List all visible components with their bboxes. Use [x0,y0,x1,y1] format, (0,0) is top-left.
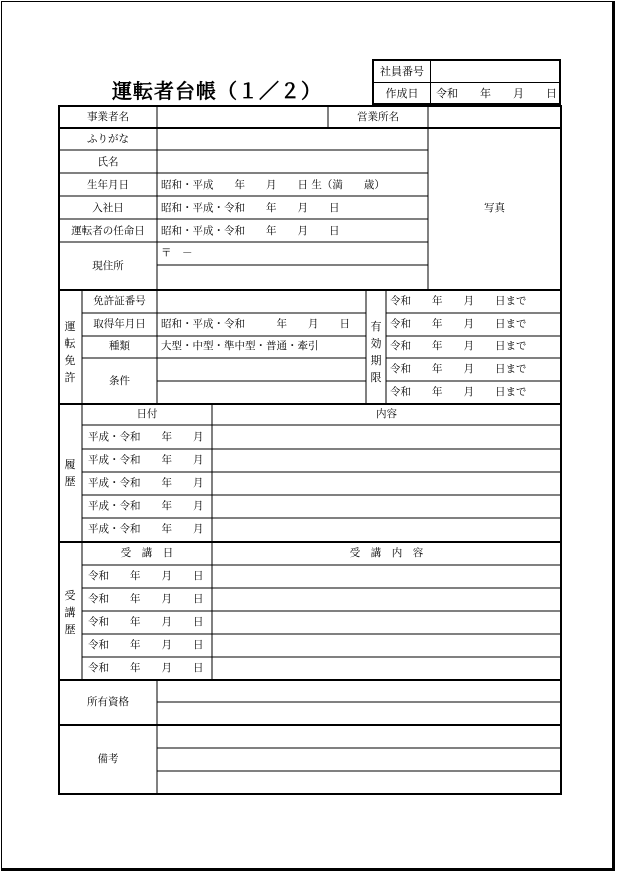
license-condition-label: 条件 [109,375,130,387]
postal-code-field[interactable]: 〒 － [161,247,193,259]
hire-date-label: 入社日 [92,202,124,214]
company-name-label: 事業者名 [87,111,129,123]
training-date-header: 受 講 日 [120,547,174,559]
employee-no-label: 社員番号 [374,61,431,82]
created-date-label: 作成日 [374,83,431,104]
furigana-label: ふりがな [87,133,129,145]
license-number-label: 免許証番号 [93,295,146,307]
qualifications-field-1[interactable] [160,682,559,700]
address-label: 現住所 [92,260,124,272]
remarks-field-1[interactable] [160,727,559,746]
license-condition-field-1[interactable] [160,360,364,379]
training-date-cell[interactable]: 令和 年 月 日 [88,639,204,651]
created-date-field[interactable]: 令和 年 月 日 [436,87,557,100]
remarks-label: 備考 [97,753,119,765]
history-date-cell[interactable]: 平成・令和 年 月 [88,431,204,443]
history-date-cell[interactable]: 平成・令和 年 月 [88,500,204,512]
validity-row[interactable]: 令和 年 月 日まで [390,386,527,398]
address-field[interactable] [160,267,426,287]
remarks-field-3[interactable] [160,773,559,792]
history-content-header: 内容 [376,408,397,420]
page-title: 運転者台帳（１／２） [112,79,322,103]
validity-row[interactable]: 令和 年 月 日まで [390,318,527,330]
validity-row[interactable]: 令和 年 月 日まで [390,340,527,352]
company-name-field[interactable] [160,108,326,126]
history-date-cell[interactable]: 平成・令和 年 月 [88,454,204,466]
office-name-field[interactable] [431,108,559,126]
name-field[interactable] [160,153,426,171]
training-date-cell[interactable]: 令和 年 月 日 [88,662,204,674]
license-section-label: 運 転 免 許 [64,320,76,384]
birth-date-field[interactable]: 昭和・平成 年 月 日 生（満 歳） [161,179,385,191]
office-name-label: 営業所名 [357,111,399,123]
furigana-field[interactable] [160,130,426,148]
license-acquired-field[interactable]: 昭和・平成・令和 年 月 日 [161,318,350,330]
license-condition-field-2[interactable] [160,383,364,402]
birth-date-label: 生年月日 [87,179,129,191]
qualifications-field-2[interactable] [160,704,559,723]
appointment-date-field[interactable]: 昭和・平成・令和 年 月 日 [161,225,340,237]
name-label: 氏名 [97,156,119,168]
history-date-cell[interactable]: 平成・令和 年 月 [88,523,204,535]
license-number-field[interactable] [160,292,364,310]
qualifications-label: 所有資格 [87,696,129,708]
hire-date-field[interactable]: 昭和・平成・令和 年 月 日 [161,202,340,214]
photo-label: 写真 [484,202,505,214]
training-date-cell[interactable]: 令和 年 月 日 [88,616,204,628]
license-type-field[interactable]: 大型・中型・準中型・普通・牽引 [161,340,319,352]
history-date-cell[interactable]: 平成・令和 年 月 [88,477,204,489]
validity-row[interactable]: 令和 年 月 日まで [390,363,527,375]
training-date-cell[interactable]: 令和 年 月 日 [88,570,204,582]
appointment-date-label: 運転者の任命日 [71,225,145,237]
license-acquired-label: 取得年月日 [93,318,146,330]
remarks-field-2[interactable] [160,750,559,769]
training-content-header: 受 講 内 容 [349,547,424,559]
history-section-label: 履 歴 [64,458,76,488]
validity-row[interactable]: 令和 年 月 日まで [390,295,527,307]
training-date-cell[interactable]: 令和 年 月 日 [88,593,204,605]
history-date-header: 日付 [136,408,158,420]
validity-label: 有 効 期 限 [370,320,382,384]
license-type-label: 種類 [109,340,130,352]
training-section-label: 受 講 歴 [64,589,76,636]
